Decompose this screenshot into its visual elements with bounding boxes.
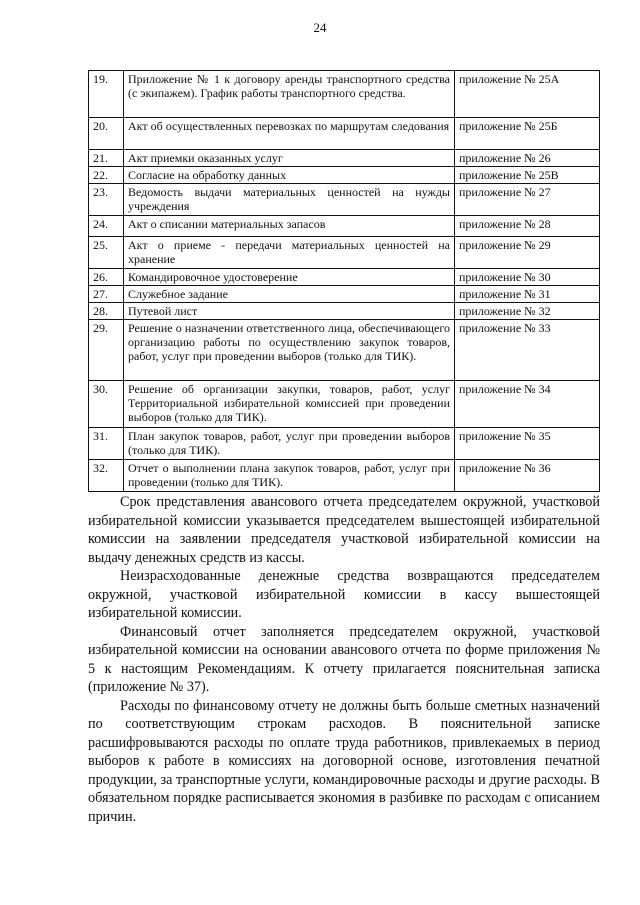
table-row: [89, 237, 600, 269]
row-number: 23.: [89, 184, 124, 216]
row-number: 21.: [89, 150, 124, 167]
row-reference: приложение № 32: [455, 303, 600, 320]
row-reference: приложение № 33: [455, 320, 600, 381]
table-row: [89, 216, 600, 237]
paragraph: Срок представления авансового отчета председателем окружной, участковой избирательной комиссии указывается председателем вышестоящей избирательной комиссии на заявлении председателя участковой избирательной комиссии на выдачу денежных средств из кассы.: [88, 494, 600, 566]
table-row: [89, 428, 600, 460]
row-reference: приложение № 34: [455, 381, 600, 428]
row-reference: приложение № 31: [455, 286, 600, 303]
table-row: [89, 71, 600, 118]
row-number: 25.: [89, 237, 124, 269]
table-row: [89, 320, 600, 381]
row-description: Ведомость выдачи материальных ценностей на нужды учреждения: [124, 184, 455, 216]
table-row: [89, 184, 600, 216]
row-description: Служебное задание: [124, 286, 455, 303]
row-number: 30.: [89, 381, 124, 428]
table-row: [89, 303, 600, 320]
row-number: 28.: [89, 303, 124, 320]
row-number: 31.: [89, 428, 124, 460]
body-text: [88, 493, 600, 826]
row-number: 32.: [89, 460, 124, 492]
row-number: 19.: [89, 71, 124, 118]
row-description: Акт приемки оказанных услуг: [124, 150, 455, 167]
row-number: 27.: [89, 286, 124, 303]
table-row: [89, 118, 600, 150]
row-description: Решение об организации закупки, товаров, работ, услуг Территориальной избирательной комиссией при проведении выборов (только для ТИК).: [124, 381, 455, 428]
row-reference: приложение № 26: [455, 150, 600, 167]
row-description: Командировочное удостоверение: [124, 269, 455, 286]
table-row: [89, 286, 600, 303]
row-number: 24.: [89, 216, 124, 237]
row-description: Приложение № 1 к договору аренды транспортного средства (с экипажем). График работы транспортного средства.: [124, 71, 455, 118]
row-number: 22.: [89, 167, 124, 184]
row-reference: приложение № 35: [455, 428, 600, 460]
attachments-table: [88, 70, 600, 492]
table-row: [89, 460, 600, 492]
row-reference: приложение № 36: [455, 460, 600, 492]
paragraph: Финансовый отчет заполняется председателем окружной, участковой избирательной комиссии на основании авансового отчета по форме приложения № 5 к настоящим Рекомендациям. К отчету прилагается пояснительная записка (приложение № 37).: [88, 623, 600, 695]
row-description: Акт об осуществленных перевозках по маршрутам следования: [124, 118, 455, 150]
table-row: [89, 150, 600, 167]
row-description: Отчет о выполнении плана закупок товаров, работ, услуг при проведении (только для ТИК).: [124, 460, 455, 492]
row-reference: приложение № 30: [455, 269, 600, 286]
row-number: 20.: [89, 118, 124, 150]
row-number: 26.: [89, 269, 124, 286]
row-number: 29.: [89, 320, 124, 381]
row-reference: приложение № 29: [455, 237, 600, 269]
row-description: План закупок товаров, работ, услуг при проведении выборов (только для ТИК).: [124, 428, 455, 460]
row-description: Акт о списании материальных запасов: [124, 216, 455, 237]
row-reference: приложение № 28: [455, 216, 600, 237]
table-row: [89, 269, 600, 286]
row-reference: приложение № 25В: [455, 167, 600, 184]
row-description: Путевой лист: [124, 303, 455, 320]
paragraph: Расходы по финансовому отчету не должны быть больше сметных назначений по соответствующим строкам расходов. В пояснительной записке расшифровываются расходы по оплате труда работников, привлекаемых в период выборов к работе в комиссиях на договорной основе, изготовления печатной продукции, за транспортные услуги, командировочные расходы и другие расходы. В обязательном порядке расписывается экономия в разбивке по расходам с описанием причин.: [88, 697, 600, 825]
row-description: Решение о назначении ответственного лица, обеспечивающего организацию работы по осуществлению закупок товаров, работ, услуг при проведении выборов (только для ТИК).: [124, 320, 455, 381]
row-reference: приложение № 25Б: [455, 118, 600, 150]
table-row: [89, 167, 600, 184]
paragraph: Неизрасходованные денежные средства возвращаются председателем окружной, участковой избирательной комиссии в кассу вышестоящей избирательной комиссии.: [88, 568, 600, 621]
row-description: Согласие на обработку данных: [124, 167, 455, 184]
row-reference: приложение № 25А: [455, 71, 600, 118]
row-description: Акт о приеме - передачи материальных ценностей на хранение: [124, 237, 455, 269]
row-reference: приложение № 27: [455, 184, 600, 216]
page-number: 24: [313, 20, 327, 35]
table-row: [89, 381, 600, 428]
